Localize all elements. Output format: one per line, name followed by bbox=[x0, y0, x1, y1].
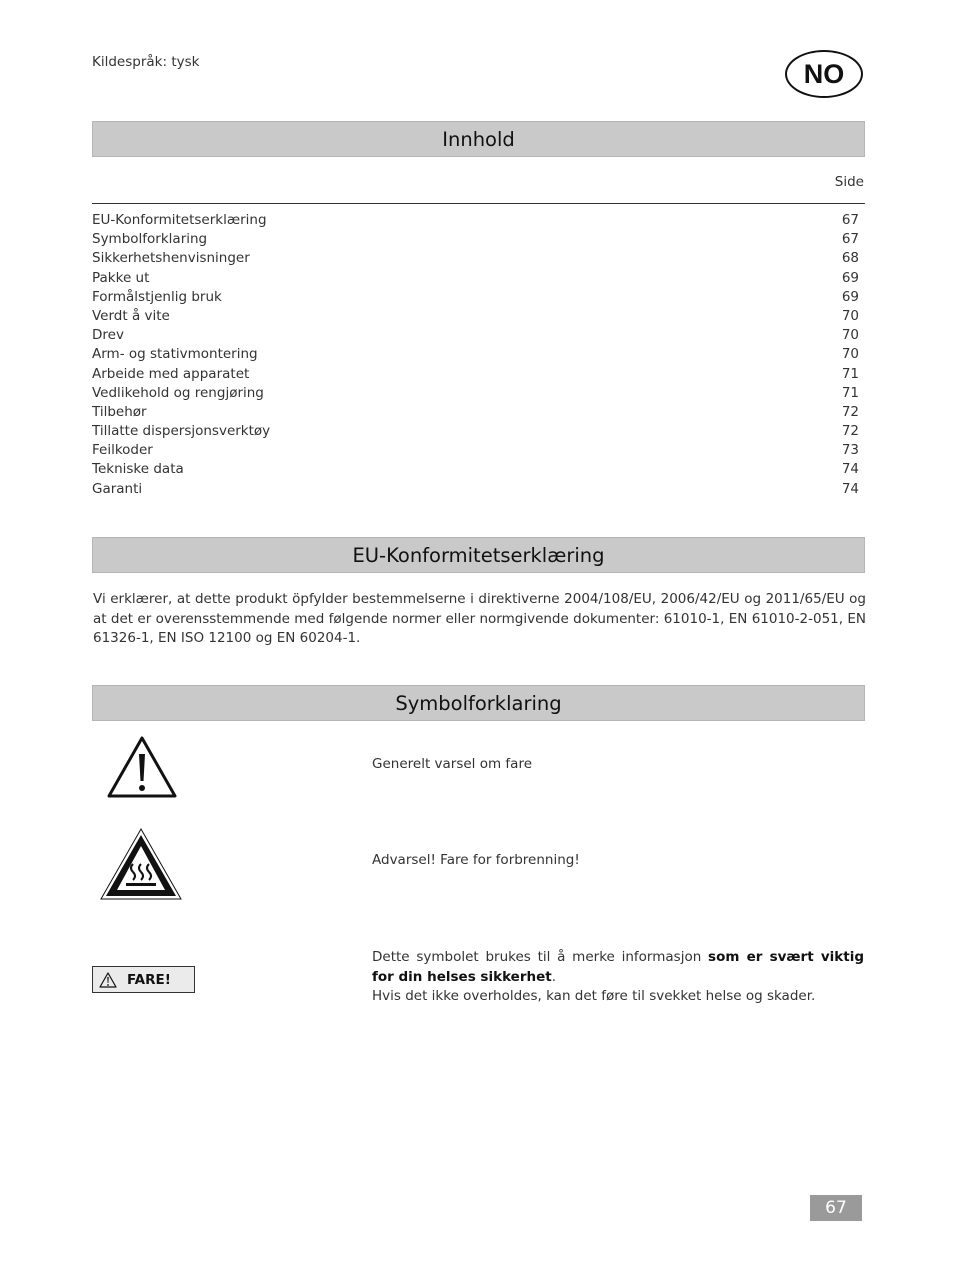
toc-item-label: Pakke ut bbox=[92, 269, 150, 286]
source-language-note: Kildespråk: tysk bbox=[92, 54, 200, 70]
danger-text-consequence: Hvis det ikke overholdes, kan det føre til svekket helse og skader. bbox=[372, 988, 816, 1004]
toc-item[interactable] bbox=[92, 403, 859, 422]
toc-item[interactable] bbox=[92, 211, 859, 230]
toc-item-label: Feilkoder bbox=[92, 442, 153, 459]
toc-item-label: Sikkerhetshenvisninger bbox=[92, 250, 250, 267]
toc-item[interactable] bbox=[92, 365, 859, 384]
hot-surface-icon bbox=[99, 827, 183, 901]
burn-warning-text: Advarsel! Fare for forbrenning! bbox=[372, 852, 580, 868]
symbols-heading: Symbolforklaring bbox=[92, 685, 865, 721]
toc-item-page: 72 bbox=[841, 423, 859, 440]
toc-item-label: Tilbehør bbox=[92, 403, 147, 420]
toc-item-page: 71 bbox=[841, 384, 859, 401]
danger-label: FARE! bbox=[127, 971, 171, 988]
toc-item[interactable] bbox=[92, 441, 859, 460]
warning-triangle-icon bbox=[99, 972, 117, 988]
toc-item-page: 67 bbox=[841, 231, 859, 248]
conformity-text: Vi erklærer, at dette produkt öpfylder bestemmelserne i direktiverne 2004/108/EU, 2006/42/EU og 2011/65/EU og at det er overensstemmende med følgende normer eller normgivende dokumenter: 61010-1, EN 61010-2-051, EN 61326-1, EN ISO 12100 og EN 60204-1. bbox=[93, 591, 866, 646]
toc-item-label: Vedlikehold og rengjøring bbox=[92, 384, 264, 401]
toc-item[interactable] bbox=[92, 249, 859, 268]
toc-item-page: 70 bbox=[841, 307, 859, 324]
toc-item[interactable] bbox=[92, 460, 859, 479]
toc-item[interactable] bbox=[92, 269, 859, 288]
toc-item-page: 72 bbox=[841, 403, 859, 420]
toc-item-page: 70 bbox=[841, 346, 859, 363]
toc-item-page: 73 bbox=[841, 442, 859, 459]
toc-item-page: 68 bbox=[841, 250, 859, 267]
toc-divider bbox=[92, 203, 865, 204]
conformity-heading: EU-Konformitetserklæring bbox=[92, 537, 865, 573]
toc-item[interactable] bbox=[92, 480, 859, 499]
toc-item-page: 71 bbox=[841, 365, 859, 382]
danger-label-box bbox=[92, 966, 195, 993]
toc-item-label: Formålstjenlig bruk bbox=[92, 288, 222, 305]
language-badge: NO bbox=[785, 50, 863, 98]
toc-item-page: 67 bbox=[841, 212, 859, 228]
page-number: 67 bbox=[810, 1195, 862, 1221]
toc-item-label: Arm- og stativmontering bbox=[92, 346, 258, 363]
toc-item-label: Garanti bbox=[92, 480, 143, 497]
toc-list bbox=[92, 211, 859, 499]
toc-item-page: 70 bbox=[841, 327, 859, 344]
toc-item-label: Tekniske data bbox=[92, 461, 184, 478]
toc-item[interactable] bbox=[92, 422, 859, 441]
toc-item-label: EU-Konformitetserklæring bbox=[92, 212, 267, 228]
toc-item[interactable] bbox=[92, 326, 859, 345]
toc-item-page: 74 bbox=[841, 461, 859, 478]
toc-item-page: 74 bbox=[841, 480, 859, 497]
toc-heading: Innhold bbox=[92, 121, 865, 157]
toc-item-label: Verdt å vite bbox=[92, 307, 170, 324]
toc-item-label: Tillatte dispersjonsverktøy bbox=[92, 423, 271, 440]
danger-text-end: . bbox=[551, 968, 557, 985]
toc-item[interactable] bbox=[92, 307, 859, 326]
danger-description bbox=[372, 948, 864, 1007]
page-column-label: Side bbox=[834, 174, 864, 190]
warning-triangle-icon bbox=[106, 735, 178, 799]
danger-text-intro: Dette symbolet brukes til å merke informasjon bbox=[372, 949, 709, 965]
toc-item-label: Symbolforklaring bbox=[92, 231, 208, 248]
toc-item-label: Arbeide med apparatet bbox=[92, 365, 250, 382]
toc-item[interactable] bbox=[92, 345, 859, 364]
danger-text-emphasis: som er svært viktig for din helses sikkerhet bbox=[372, 949, 864, 985]
toc-item-label: Drev bbox=[92, 327, 124, 344]
toc-item[interactable] bbox=[92, 288, 859, 307]
general-warning-text: Generelt varsel om fare bbox=[372, 756, 533, 772]
toc-item[interactable] bbox=[92, 230, 859, 249]
toc-item-page: 69 bbox=[841, 288, 859, 305]
toc-item[interactable] bbox=[92, 384, 859, 403]
toc-item-page: 69 bbox=[841, 269, 859, 286]
